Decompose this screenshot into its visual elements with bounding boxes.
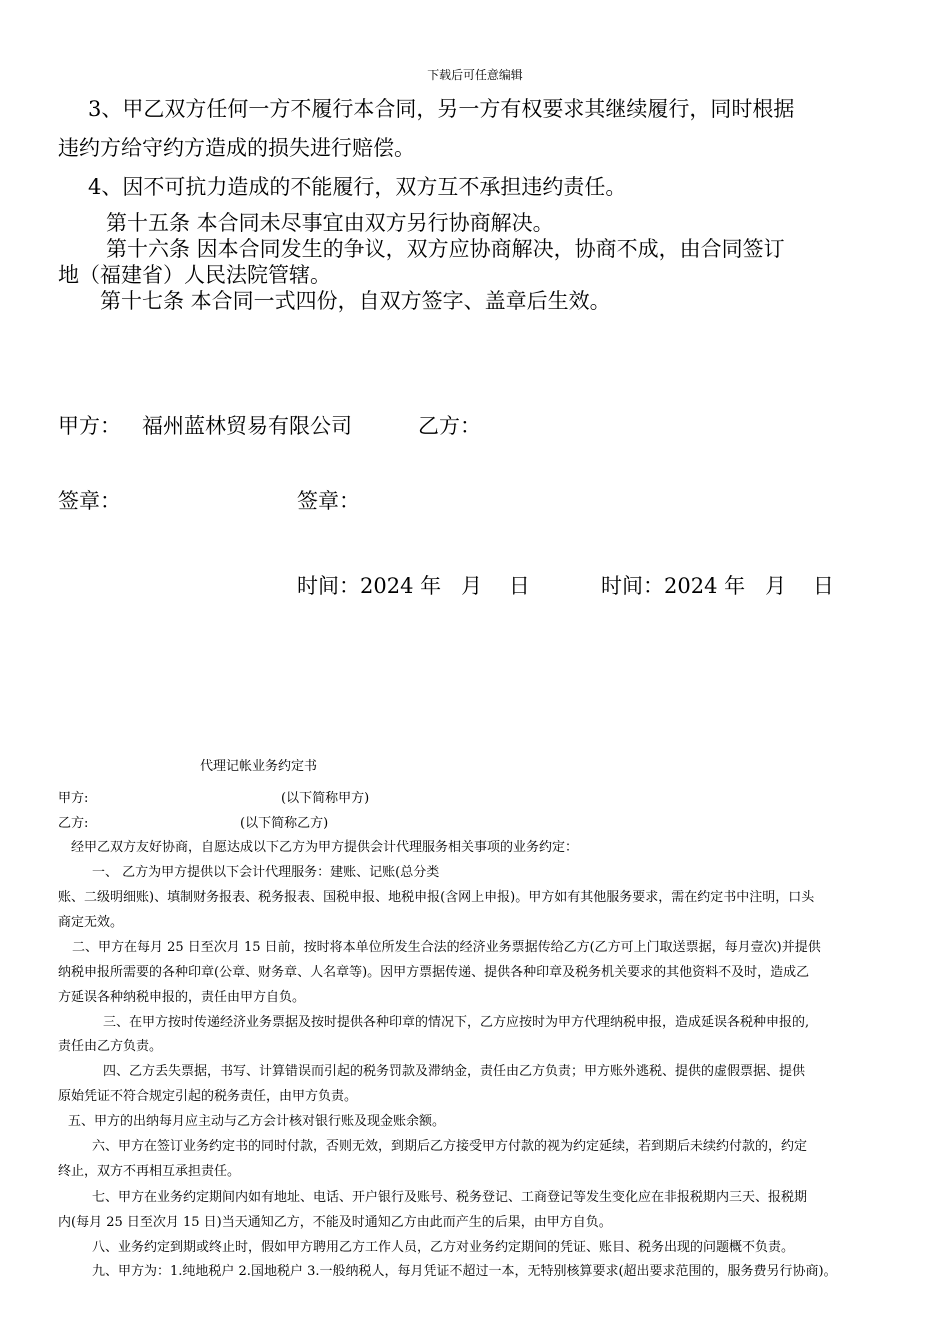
clause-3-line2: 违约方给守约方造成的损失进行赔偿。 xyxy=(58,136,415,160)
agreement-p7-line2: 内(每月 25 日至次月 15 日)当天通知乙方，不能及时通知乙方由此而产生的后果，由甲方自负。 xyxy=(58,1215,612,1230)
party-b-date: 时间：2024 年 月 日 xyxy=(601,574,834,598)
article-16-line1: 第十六条 因本合同发生的争议，双方应协商解决，协商不成，由合同签订 xyxy=(106,237,785,261)
party-b-label: 乙方： xyxy=(418,414,481,438)
party-b-seal-label: 签章： xyxy=(297,489,360,513)
clause-4: 4、因不可抗力造成的不能履行，双方互不承担违约责任。 xyxy=(88,175,627,199)
agreement-p1-line3: 商定无效。 xyxy=(58,915,124,930)
party-a-label: 甲方： xyxy=(58,414,121,438)
agreement-title: 代理记帐业务约定书 xyxy=(200,759,318,774)
agreement-party-a-label: 甲方: xyxy=(58,791,89,806)
agreement-p6-line1: 六、甲方在签订业务约定书的同时付款，否则无效，到期后乙方接受甲方付款的视为约定延续，若到期后未续约付款的，约定 xyxy=(92,1139,808,1154)
article-15: 第十五条 本合同未尽事宜由双方另行协商解决。 xyxy=(106,211,554,235)
agreement-p2-line2: 纳税申报所需要的各种印章(公章、财务章、人名章等)。因甲方票据传递、提供各种印章及税务机关要求的其他资料不及时，造成乙 xyxy=(58,965,810,980)
agreement-intro: 经甲乙双方友好协商，自愿达成以下乙方为甲方提供会计代理服务相关事项的业务约定： xyxy=(71,840,579,855)
agreement-p1-line1: 一、 乙方为甲方提供以下会计代理服务：建账、记账(总分类 xyxy=(92,865,440,880)
article-16-line2: 地（福建省）人民法院管辖。 xyxy=(58,263,331,287)
agreement-p4-line1: 四、乙方丢失票据，书写、计算错误而引起的税务罚款及滞纳金，责任由乙方负责；甲方账外逃税、提供的虚假票据、提供 xyxy=(103,1064,806,1079)
agreement-p2-line3: 方延误各种纳税申报的，责任由甲方自负。 xyxy=(58,990,306,1005)
clause-3-line1: 3、甲乙双方任何一方不履行本合同，另一方有权要求其继续履行，同时根据 xyxy=(88,97,795,121)
agreement-p5: 五、甲方的出纳每月应主动与乙方会计核对银行账及现金账余额。 xyxy=(68,1114,446,1129)
agreement-party-b-abbr: (以下简称乙方) xyxy=(240,816,329,831)
agreement-p3-line2: 责任由乙方负责。 xyxy=(58,1039,163,1054)
agreement-p9: 九、甲方为：1.纯地税户 2.国地税户 3.一般纳税人，每月凭证不超过一本，无特别核算要求(超出要求范围的，服务费另行协商)。 xyxy=(92,1264,837,1279)
party-a-seal-label: 签章： xyxy=(58,489,121,513)
agreement-p6-line2: 终止，双方不再相互承担责任。 xyxy=(58,1164,241,1179)
agreement-p2-line1: 二、甲方在每月 25 日至次月 15 日前，按时将本单位所发生合法的经济业务票据传给乙方(乙方可上门取送票据，每月壹次)并提供 xyxy=(72,940,821,955)
page-header-note: 下载后可任意编辑 xyxy=(427,68,523,82)
agreement-p8: 八、业务约定到期或终止时，假如甲方聘用乙方工作人员，乙方对业务约定期间的凭证、账目、税务出现的问题概不负责。 xyxy=(92,1240,795,1255)
agreement-party-b-label: 乙方: xyxy=(58,816,89,831)
agreement-p4-line2: 原始凭证不符合规定引起的税务责任，由甲方负责。 xyxy=(58,1089,358,1104)
agreement-p1-line2: 账、二级明细账)、填制财务报表、税务报表、国税申报、地税申报(含网上申报)。甲方如有其他服务要求，需在约定书中注明，口头 xyxy=(58,890,815,905)
agreement-party-a-abbr: (以下简称甲方) xyxy=(281,791,370,806)
agreement-p7-line1: 七、甲方在业务约定期间内如有地址、电话、开户银行及账号、税务登记、工商登记等发生变化应在非报税期内三天、报税期 xyxy=(92,1190,808,1205)
party-a-name: 福州蓝林贸易有限公司 xyxy=(142,414,352,438)
party-a-date: 时间：2024 年 月 日 xyxy=(297,574,530,598)
agreement-p3-line1: 三、在甲方按时传递经济业务票据及按时提供各种印章的情况下，乙方应按时为甲方代理纳税申报，造成延误各税种申报的, xyxy=(103,1015,810,1030)
article-17: 第十七条 本合同一式四份，自双方签字、盖章后生效。 xyxy=(100,289,611,313)
